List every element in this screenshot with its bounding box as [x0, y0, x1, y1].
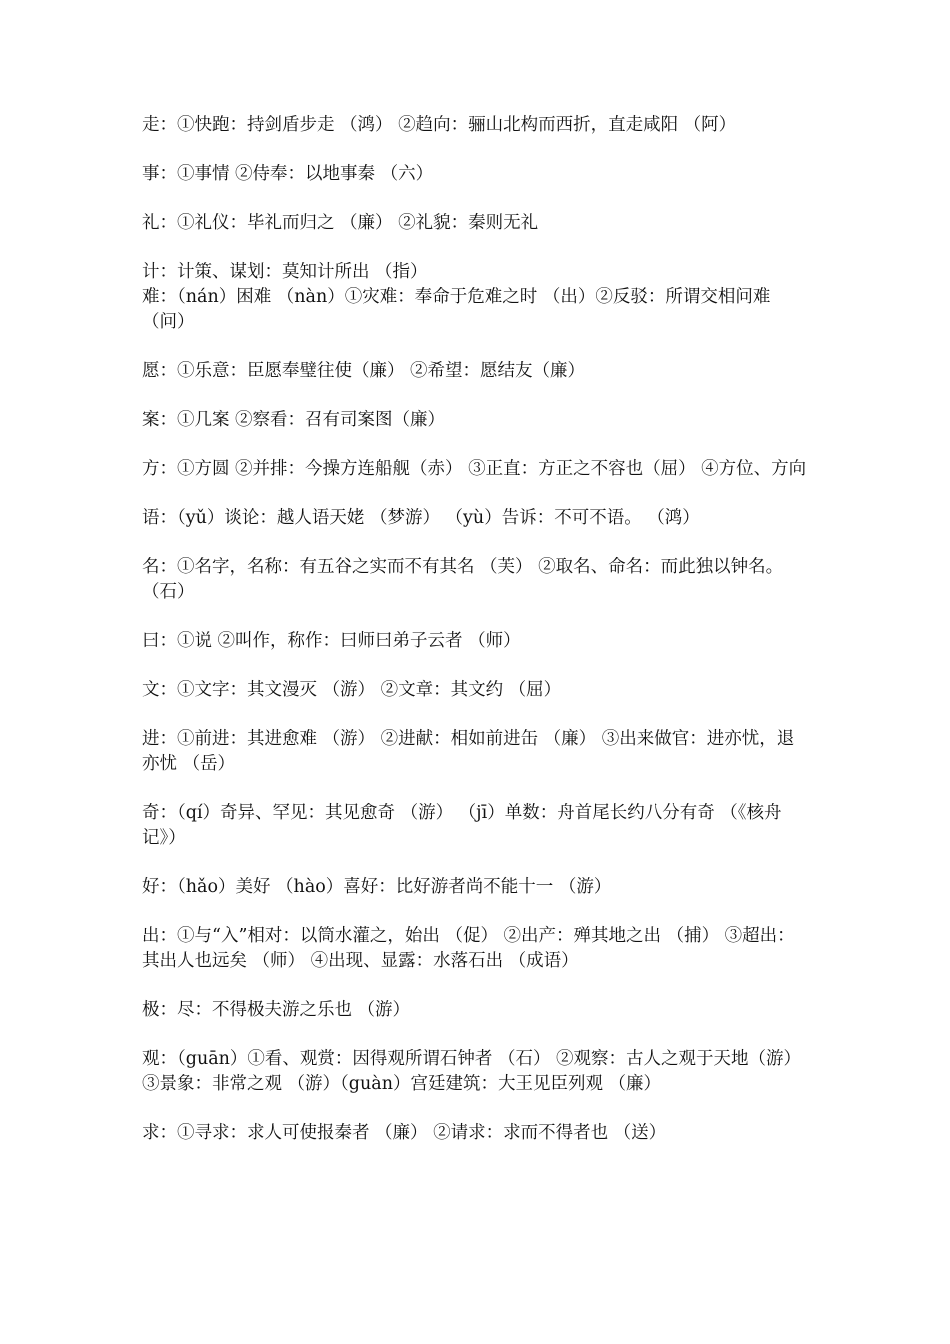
- entry-ji: 计：计策、谋划：莫知计所出 （指）: [142, 262, 428, 282]
- entry-jin: 进：①前进：其进愈难 （游） ②进献：相如前进缶 （廉） ③出来做官：进亦忧，退亦忧 （岳）: [142, 729, 795, 774]
- entry-hao: 好：（hǎo）美好 （hào）喜好：比好游者尚不能十一 （游）: [142, 877, 612, 897]
- entry-yue: 曰：①说 ②叫作，称作：曰师曰弟子云者 （师）: [142, 631, 521, 651]
- entry-qi: 奇：（qí）奇异、罕见：其见愈奇 （游） （jī）单数：舟首尾长约八分有奇 （《核舟记》）: [142, 803, 782, 848]
- entry-yu: 语：（yǔ）谈论：越人语天姥 （梦游） （yù）告诉：不可不语。 （鸿）: [142, 508, 700, 528]
- entry-zou: 走：①快跑：持剑盾步走 （鸿） ②趋向：骊山北构而西折，直走咸阳 （阿）: [142, 115, 737, 135]
- entry-an: 案：①几案 ②察看：召有司案图（廉）: [142, 410, 446, 430]
- document-body: [142, 113, 810, 1170]
- entry-ji-jin: 极：尽：不得极夫游之乐也 （游）: [142, 1000, 411, 1020]
- entry-ming: 名：①名字，名称：有五谷之实而不有其名 （芙） ②取名、命名：而此独以钟名。 （石）: [142, 557, 784, 602]
- entry-yuan: 愿：①乐意：臣愿奉璧往使（廉） ②希望：愿结友（廉）: [142, 361, 586, 381]
- entry-nan: 难：（nán）困难 （nàn）①灾难：奉命于危难之时 （出）②反驳：所谓交相问难（问）: [142, 287, 771, 332]
- entry-chu: 出：①与“入”相对：以筒水灌之，始出 （促） ②出产：殚其地之出 （捕） ③超出：其出人也远矣 （师） ④出现、显露：水落石出 （成语）: [142, 926, 795, 971]
- entry-guan: 观：（guān）①看、观赏：因得观所谓石钟者 （石） ②观察：古人之观于天地（游） ③景象：非常之观 （游）（guàn）宫廷建筑：大王见臣列观 （廉）: [142, 1049, 802, 1094]
- entry-wen: 文：①文字：其文漫灭 （游） ②文章：其文约 （屈）: [142, 680, 562, 700]
- entry-shi: 事：①事情 ②侍奉：以地事秦 （六）: [142, 164, 434, 184]
- entry-fang: 方：①方圆 ②并排：今操方连船舰（赤） ③正直：方正之不容也（屈） ④方位、方向: [142, 459, 807, 479]
- entry-li: 礼：①礼仪：毕礼而归之 （廉） ②礼貌：秦则无礼: [142, 213, 539, 233]
- entry-qiu: 求：①寻求：求人可使报秦者 （廉） ②请求：求而不得者也 （送）: [142, 1123, 667, 1143]
